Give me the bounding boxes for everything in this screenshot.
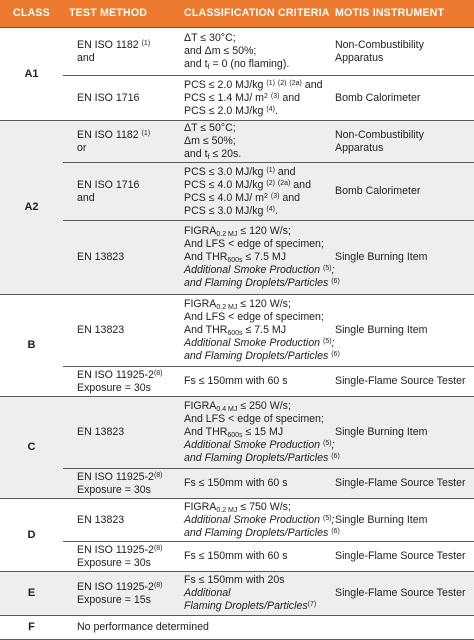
criteria-cell: Fs ≤ 150mm with 20s Additional Flaming Droplets/Particles$^{(7)}$	[178, 572, 329, 616]
instrument-cell: Single-Flame Source Tester	[329, 572, 474, 616]
header-motis-instrument: MOTIS INSTRUMENT	[329, 0, 474, 28]
test-method-cell: EN 13823	[63, 295, 178, 367]
criteria-cell: $FIGRA_{0.2 MJ} \le 120$ W/s; And LFS < edge of specimen; And $THR_{600s} \le 7.5$ MJ Additional Smoke Production $^{(5)}$; and Flaming Droplets/Particles $^{(6)}$	[178, 221, 329, 295]
instrument-cell: Single Burning Item	[329, 221, 474, 295]
test-method-cell: EN ISO 1182 $^{(1)}$ and	[63, 28, 178, 76]
table-row	[0, 76, 474, 121]
table-row	[0, 295, 474, 367]
table-row	[0, 397, 474, 469]
table-row	[0, 542, 474, 572]
instrument-cell: Bomb Calorimeter	[329, 76, 474, 121]
criteria-cell: $FIGRA_{0.2 MJ} \le 750$ W/s; Additional Smoke Production $^{(5)}$; and Flaming Droplets/Particles $^{(6)}$	[178, 499, 329, 542]
test-method-cell: EN ISO 11925-2$^{(8)}$ Exposure = 15s	[63, 572, 178, 616]
test-method-cell: EN 13823	[63, 499, 178, 542]
test-method-cell: EN 13823	[63, 221, 178, 295]
test-method-cell: EN ISO 11925-2$^{(8)}$ Exposure = 30s	[63, 542, 178, 572]
class-group-f	[0, 616, 474, 640]
class-group-a2	[0, 121, 474, 295]
instrument-cell: Non-Combustibility Apparatus	[329, 28, 474, 76]
class-label: D	[0, 499, 63, 572]
table-row	[0, 163, 474, 221]
criteria-cell: PCS ≤ 2.0 MJ/kg $^{(1)}$ $^{(2)}$ $^{(2a)}$ and PCS ≤ 1.4 MJ/ $m^2$ $^{(3)}$ and PCS ≤ 2.0 MJ/kg $^{(4)}$.	[178, 76, 329, 121]
no-performance-cell: No performance determined	[63, 616, 474, 640]
criteria-cell: PCS ≤ 3.0 MJ/kg $^{(1)}$ and PCS ≤ 4.0 MJ/kg $^{(2)}$ $^{(2a)}$ and PCS ≤ 4.0 MJ/ $m^2$ $^{(3)}$ and PCS ≤ 3.0 MJ/kg $^{(4)}$.	[178, 163, 329, 221]
table-row	[0, 499, 474, 542]
instrument-cell: Single-Flame Source Tester	[329, 367, 474, 397]
instrument-cell: Single-Flame Source Tester	[329, 542, 474, 572]
instrument-cell: Single Burning Item	[329, 499, 474, 542]
test-method-cell: EN ISO 1182 $^{(1)}$ or	[63, 121, 178, 163]
test-method-cell: EN 13823	[63, 397, 178, 469]
header-test-method: TEST METHOD	[63, 0, 178, 28]
criteria-cell: $FIGRA_{0.2 MJ} \le 120$ W/s; And LFS < edge of specimen; And $THR_{600s} \le 7.5$ MJ Additional Smoke Production $^{(5)}$; and Flaming Droplets/Particles $^{(6)}$	[178, 295, 329, 367]
class-label: B	[0, 295, 63, 397]
class-group-c	[0, 397, 474, 499]
class-label: A1	[0, 28, 63, 121]
test-method-cell: EN ISO 1716 and	[63, 163, 178, 221]
table-row	[0, 469, 474, 499]
test-method-cell: EN ISO 1716	[63, 76, 178, 121]
class-label: C	[0, 397, 63, 499]
class-label: E	[0, 572, 63, 616]
class-group-d	[0, 499, 474, 572]
table-row	[0, 616, 474, 640]
instrument-cell: Single-Flame Source Tester	[329, 469, 474, 499]
class-group-e	[0, 572, 474, 616]
table-header	[0, 0, 474, 28]
criteria-cell: Fs ≤ 150mm with 60 s	[178, 542, 329, 572]
criteria-cell: Fs ≤ 150mm with 60 s	[178, 469, 329, 499]
header-class: CLASS	[0, 0, 63, 28]
class-label: A2	[0, 121, 63, 295]
table-row	[0, 28, 474, 76]
table-row	[0, 121, 474, 163]
class-group-b	[0, 295, 474, 397]
header-row	[0, 0, 474, 28]
table-row	[0, 367, 474, 397]
criteria-cell: ΔT ≤ 50°C; Δm ≤ 50%; and $t_f \le 20s$.	[178, 121, 329, 163]
instrument-cell: Single Burning Item	[329, 295, 474, 367]
criteria-cell: $FIGRA_{0.4 MJ} \le 250$ W/s; And LFS < edge of specimen; And $THR_{600s} \le 15$ MJ Additional Smoke Production $^{(5)}$; and Flaming Droplets/Particles $^{(6)}$	[178, 397, 329, 469]
class-label: F	[0, 616, 63, 640]
test-method-cell: EN ISO 11925-2$^{(8)}$ Exposure = 30s	[63, 469, 178, 499]
instrument-cell: Bomb Calorimeter	[329, 163, 474, 221]
criteria-cell: ΔT ≤ 30°C; and Δm ≤ 50%; and $t_f = 0$ (no flaming).	[178, 28, 329, 76]
test-method-cell: EN ISO 11925-2$^{(8)}$ Exposure = 30s	[63, 367, 178, 397]
table-row	[0, 221, 474, 295]
header-classification-criteria: CLASSIFICATION CRITERIA	[178, 0, 329, 28]
instrument-cell: Non-Combustibility Apparatus	[329, 121, 474, 163]
table-row	[0, 572, 474, 616]
criteria-cell: Fs ≤ 150mm with 60 s	[178, 367, 329, 397]
class-group-a1	[0, 28, 474, 121]
instrument-cell: Single Burning Item	[329, 397, 474, 469]
